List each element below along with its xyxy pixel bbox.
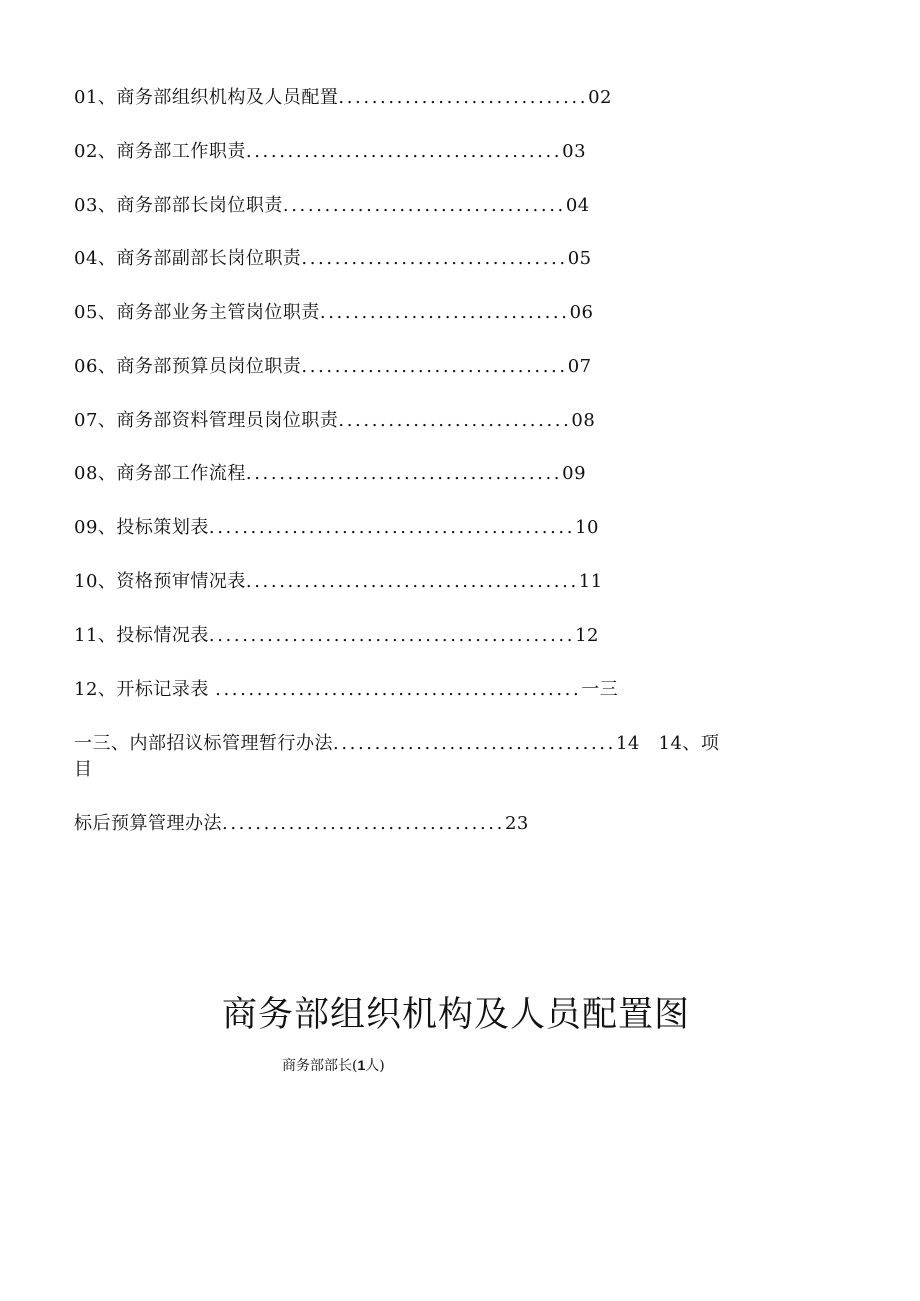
toc-entry-text: 05、商务部业务主管岗位职责 [74, 302, 320, 323]
toc-entry[interactable] [74, 516, 599, 540]
toc-page-number: 10 [575, 517, 599, 538]
toc-page-number: 12 [575, 625, 599, 646]
page-title: 商务部组织机构及人员配置图 [221, 995, 690, 1035]
toc-entry-text: 10、资格预审情况表 [74, 571, 246, 592]
org-node-label: 商务部部长( [282, 1058, 358, 1074]
toc-leader-dots: .................................. [282, 195, 566, 216]
toc-page-number: 一三 [581, 679, 619, 700]
toc-page-number: 06 [569, 302, 594, 323]
toc-leader-dots: ............................ [338, 410, 572, 431]
toc-entry[interactable] [74, 86, 612, 110]
toc-entry-wrap: 目 [74, 759, 92, 780]
toc-leader-dots: ........................................ [245, 571, 579, 592]
toc-entry-text: 02、商务部工作职责 [74, 141, 246, 162]
toc-leader-dots: .................................. [222, 813, 505, 834]
toc-entry[interactable] [74, 624, 599, 648]
toc-entry-text: 06、商务部预算员岗位职责 [74, 356, 302, 377]
toc-entry[interactable] [74, 140, 586, 164]
toc-leader-dots: .............................. [338, 87, 589, 108]
toc-leader-dots: ...................................... [245, 141, 563, 162]
toc-entry-text: 04、商务部副部长岗位职责 [74, 248, 302, 269]
toc-page-number: 09 [562, 463, 587, 484]
toc-page-number: 04 [565, 195, 590, 216]
toc-page-number: 03 [562, 141, 587, 162]
toc-entry[interactable] [74, 194, 590, 218]
org-chart-head-node [282, 1055, 385, 1076]
toc-entry[interactable] [74, 355, 592, 379]
toc-leader-dots: .............................. [319, 302, 570, 323]
toc-entry-text: 12、开标记录表 [74, 679, 216, 700]
toc-page-number: 11 [578, 571, 603, 592]
toc-entry-text-continued: 14、项 [658, 733, 720, 754]
toc-leader-dots: .................................. [333, 733, 616, 754]
toc-page-number: 14 [615, 733, 640, 754]
toc-entry-text: 01、商务部组织机构及人员配置 [74, 87, 339, 108]
toc-entry[interactable] [74, 247, 592, 271]
toc-page-number: 07 [567, 356, 592, 377]
toc-entry[interactable] [74, 678, 618, 702]
toc-entry-text: 03、商务部部长岗位职责 [74, 195, 283, 216]
toc-entry[interactable] [74, 462, 586, 486]
toc-entry[interactable] [74, 732, 719, 756]
org-node-count: 1 [357, 1057, 366, 1073]
org-node-suffix: 人) [365, 1058, 385, 1074]
toc-leader-dots: ............................................ [215, 679, 582, 700]
toc-entry-text: 08、商务部工作流程 [74, 463, 246, 484]
toc-leader-dots: ................................ [301, 248, 568, 269]
toc-page-number: 05 [567, 248, 592, 269]
toc-page-number: 23 [504, 813, 529, 834]
toc-entry[interactable] [74, 409, 595, 433]
toc-entry-text: 11、投标情况表 [74, 625, 209, 646]
toc-entry-text: 一三、内部招议标管理暂行办法 [74, 733, 333, 754]
toc-entry[interactable] [74, 570, 603, 594]
toc-leader-dots: ...................................... [245, 463, 563, 484]
toc-page-number: 02 [588, 87, 612, 108]
toc-entry-text: 标后预算管理办法 [74, 813, 222, 834]
toc-entry[interactable] [74, 812, 529, 836]
toc-entry-text: 07、商务部资料管理员岗位职责 [74, 410, 339, 431]
toc-leader-dots: ............................................ [208, 517, 576, 538]
toc-entry[interactable] [74, 301, 593, 325]
toc-leader-dots: ................................ [301, 356, 568, 377]
toc-leader-dots: ............................................ [208, 625, 576, 646]
toc-entry-text: 09、投标策划表 [74, 517, 209, 538]
toc-page-number: 08 [571, 410, 596, 431]
